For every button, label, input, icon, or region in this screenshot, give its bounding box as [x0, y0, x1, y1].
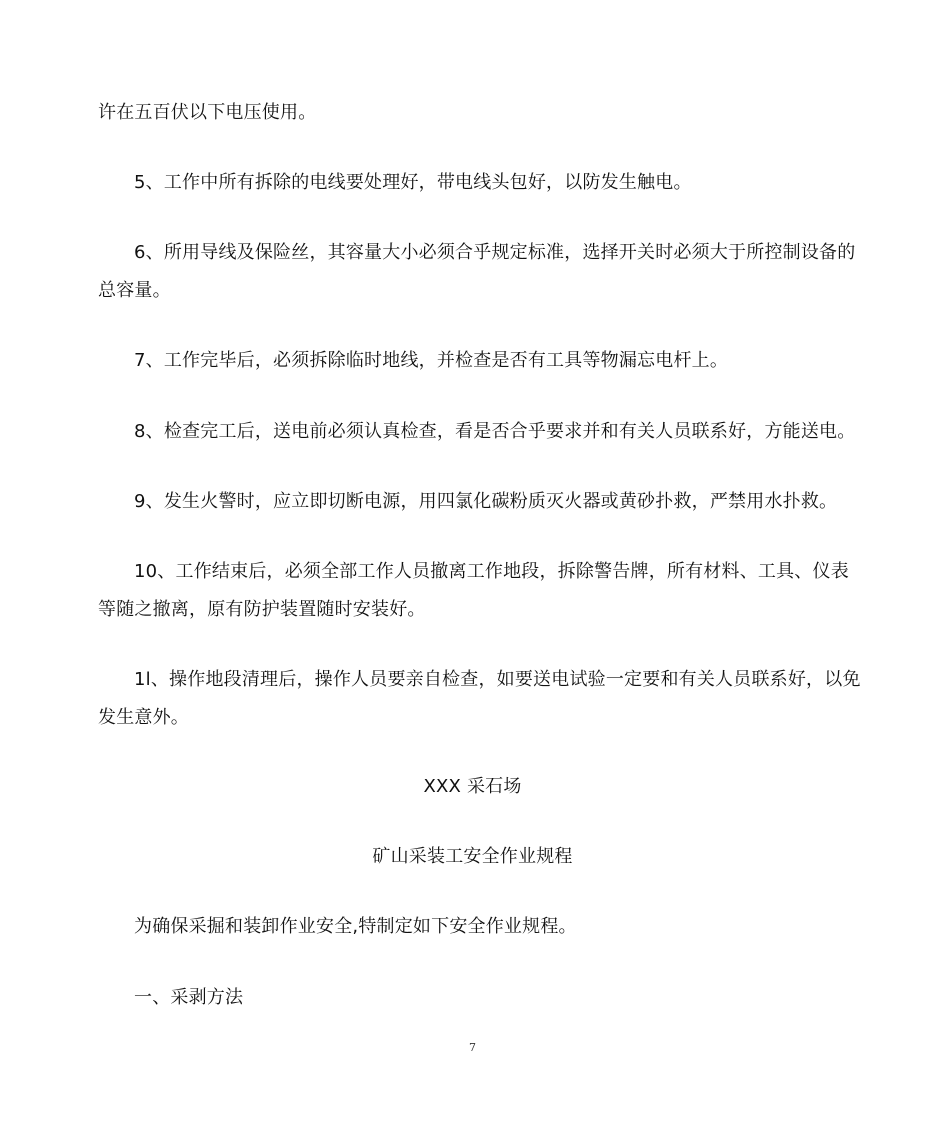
- intro-paragraph: 为确保采掘和装卸作业安全,特制定如下安全作业规程。: [134, 916, 577, 937]
- section-heading: 一、采剥方法: [134, 987, 244, 1008]
- rule-item-6: 6、所用导线及保险丝，其容量大小必须合乎规定标准，选择开关时必须大于所控制设备的: [134, 242, 856, 263]
- rule-item-7: 7、工作完毕后，必须拆除临时地线，并检查是否有工具等物漏忘电杆上。: [134, 350, 729, 371]
- rule-item-6-continuation: 总容量。: [98, 280, 171, 301]
- document-title: 矿山采装工安全作业规程: [372, 846, 573, 867]
- organization-name: XXX 采石场: [423, 776, 522, 797]
- rule-item-9: 9、发生火警时，应立即切断电源，用四氯化碳粉质灭火器或黄砂扑救，严禁用水扑救。: [134, 491, 838, 512]
- rule-item-5: 5、工作中所有拆除的电线要处理好，带电线头包好，以防发生触电。: [134, 172, 692, 193]
- rule-item-8: 8、检查完工后，送电前必须认真检查，看是否合乎要求并和有关人员联系好，方能送电。: [134, 421, 856, 442]
- paragraph-line: 许在五百伏以下电压使用。: [98, 102, 317, 123]
- rule-item-11: 1l、操作地段清理后，操作人员要亲自检查，如要送电试验一定要和有关人员联系好，以免: [134, 669, 861, 690]
- rule-item-10-continuation: 等随之撤离，原有防护装置随时安装好。: [98, 599, 426, 620]
- page-number: 7: [469, 1041, 476, 1054]
- rule-item-10: 10、工作结束后，必须全部工作人员撤离工作地段，拆除警告牌，所有材料、工具、仪表: [134, 561, 849, 582]
- rule-item-11-continuation: 发生意外。: [98, 707, 189, 728]
